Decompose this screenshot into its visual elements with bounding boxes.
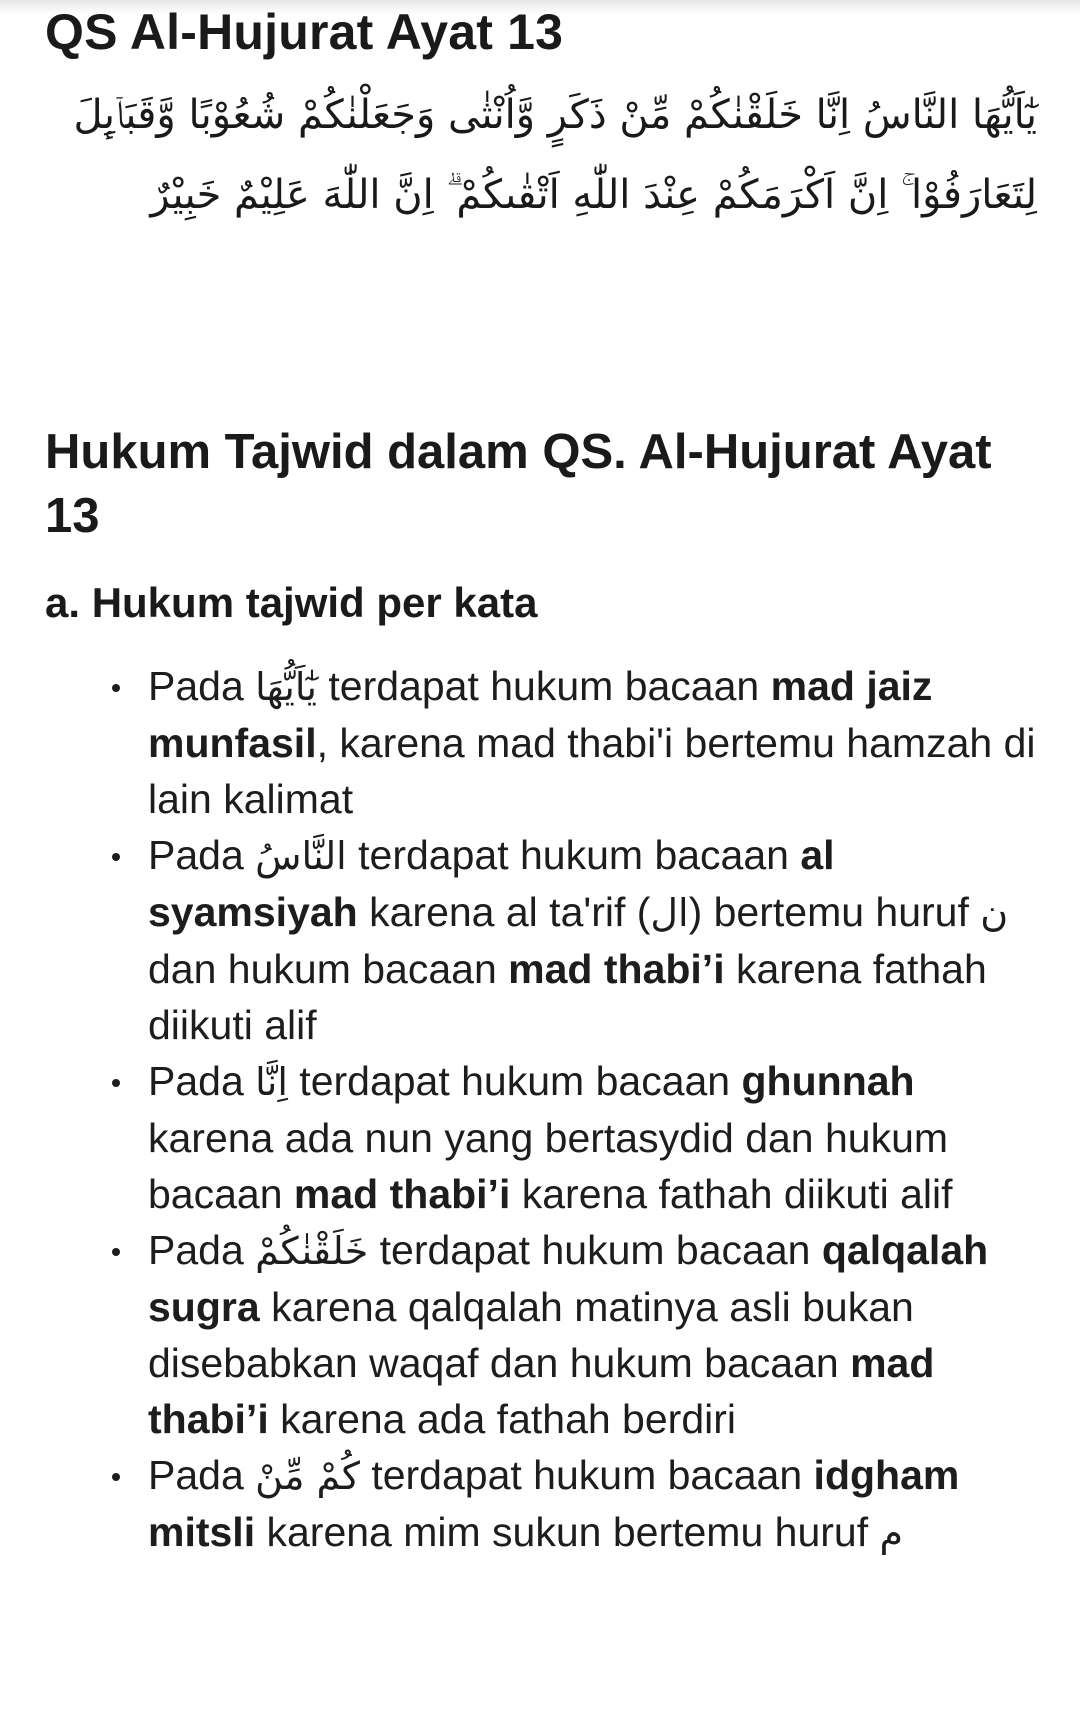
list-item <box>45 658 1045 827</box>
rule-name: ghunnah <box>741 1058 915 1104</box>
pada-label: Pada <box>148 1058 244 1104</box>
list-item <box>45 1222 1045 1447</box>
list-item <box>45 827 1045 1053</box>
item-text: terdapat hukum bacaan <box>379 1227 811 1273</box>
pada-label: Pada <box>148 1452 244 1498</box>
item-text: karena fathah diikuti alif <box>521 1171 953 1217</box>
rule-name: mad thabi’i <box>148 1340 935 1442</box>
arabic-word: خَلَقْنٰكُمْ <box>255 1229 369 1273</box>
rule-name: idgham mitsli <box>148 1452 960 1555</box>
arabic-word: كُمْ مِّنْ <box>255 1454 360 1498</box>
rule-name: al syamsiyah <box>148 832 835 935</box>
list-item <box>45 1053 1045 1222</box>
rule-name: qalqalah sugra <box>148 1227 989 1330</box>
item-text: karena ada nun yang bertasydid dan hukum bacaan <box>148 1115 949 1217</box>
arabic-letter: ن <box>980 891 1009 935</box>
arabic-word: يٰٓاَيُّهَا <box>255 665 317 709</box>
rule-name: mad thabi’i <box>508 946 725 992</box>
quran-verse: يٰٓاَيُّهَا النَّاسُ اِنَّا خَلَقْنٰكُمْ مِّنْ ذَكَرٍ وَّاُنْثٰى وَجَعَلْنٰكُمْ شُعُوْبًا وَّقَبَاۤىِٕلَ لِتَعَارَفُوْا ۚ اِنَّ اَكْرَمَكُمْ عِنْدَ اللّٰهِ اَتْقٰىكُمْ ۗ اِنَّ اللّٰهَ عَلِيْمٌ خَبِيْرٌ <box>73 92 1037 218</box>
item-text: terdapat hukum bacaan <box>299 1058 731 1104</box>
item-text: terdapat hukum bacaan <box>371 1452 803 1498</box>
section-heading: Hukum Tajwid dalam QS. Al-Hujurat Ayat 13 <box>45 425 992 543</box>
tajwid-rule-list <box>45 658 1045 1561</box>
pada-label: Pada <box>148 832 244 878</box>
item-text: karena ada fathah berdiri <box>280 1396 736 1442</box>
item-text: karena qalqalah matinya asli bukan disebabkan waqaf dan hukum bacaan <box>148 1284 914 1386</box>
item-text: karena fathah diikuti alif <box>148 946 987 1048</box>
item-text: terdapat hukum bacaan <box>328 663 760 709</box>
arabic-word: النَّاسُ <box>255 834 347 878</box>
item-text: karena al ta'rif ( <box>369 889 651 935</box>
list-item <box>45 1447 1045 1561</box>
arabic-word: اِنَّا <box>255 1060 288 1104</box>
item-text: terdapat hukum bacaan <box>358 832 789 878</box>
pada-label: Pada <box>148 1227 244 1273</box>
arabic-letter: م <box>879 1511 904 1555</box>
rule-name: mad thabi’i <box>293 1171 511 1217</box>
item-text: karena mim sukun bertemu huruf <box>266 1509 869 1555</box>
item-text: , karena mad thabi'i bertemu hamzah di lain kalimat <box>148 720 1036 822</box>
pada-label: Pada <box>148 663 244 709</box>
rule-name: mad jaiz munfasil <box>148 663 933 766</box>
page-title: QS Al-Hujurat Ayat 13 <box>45 4 564 60</box>
subsection-heading: a. Hukum tajwid per kata <box>45 579 538 626</box>
arabic-letters: ال <box>650 891 689 935</box>
item-text: ) bertemu huruf <box>688 889 969 935</box>
item-text: dan hukum bacaan <box>148 946 497 992</box>
